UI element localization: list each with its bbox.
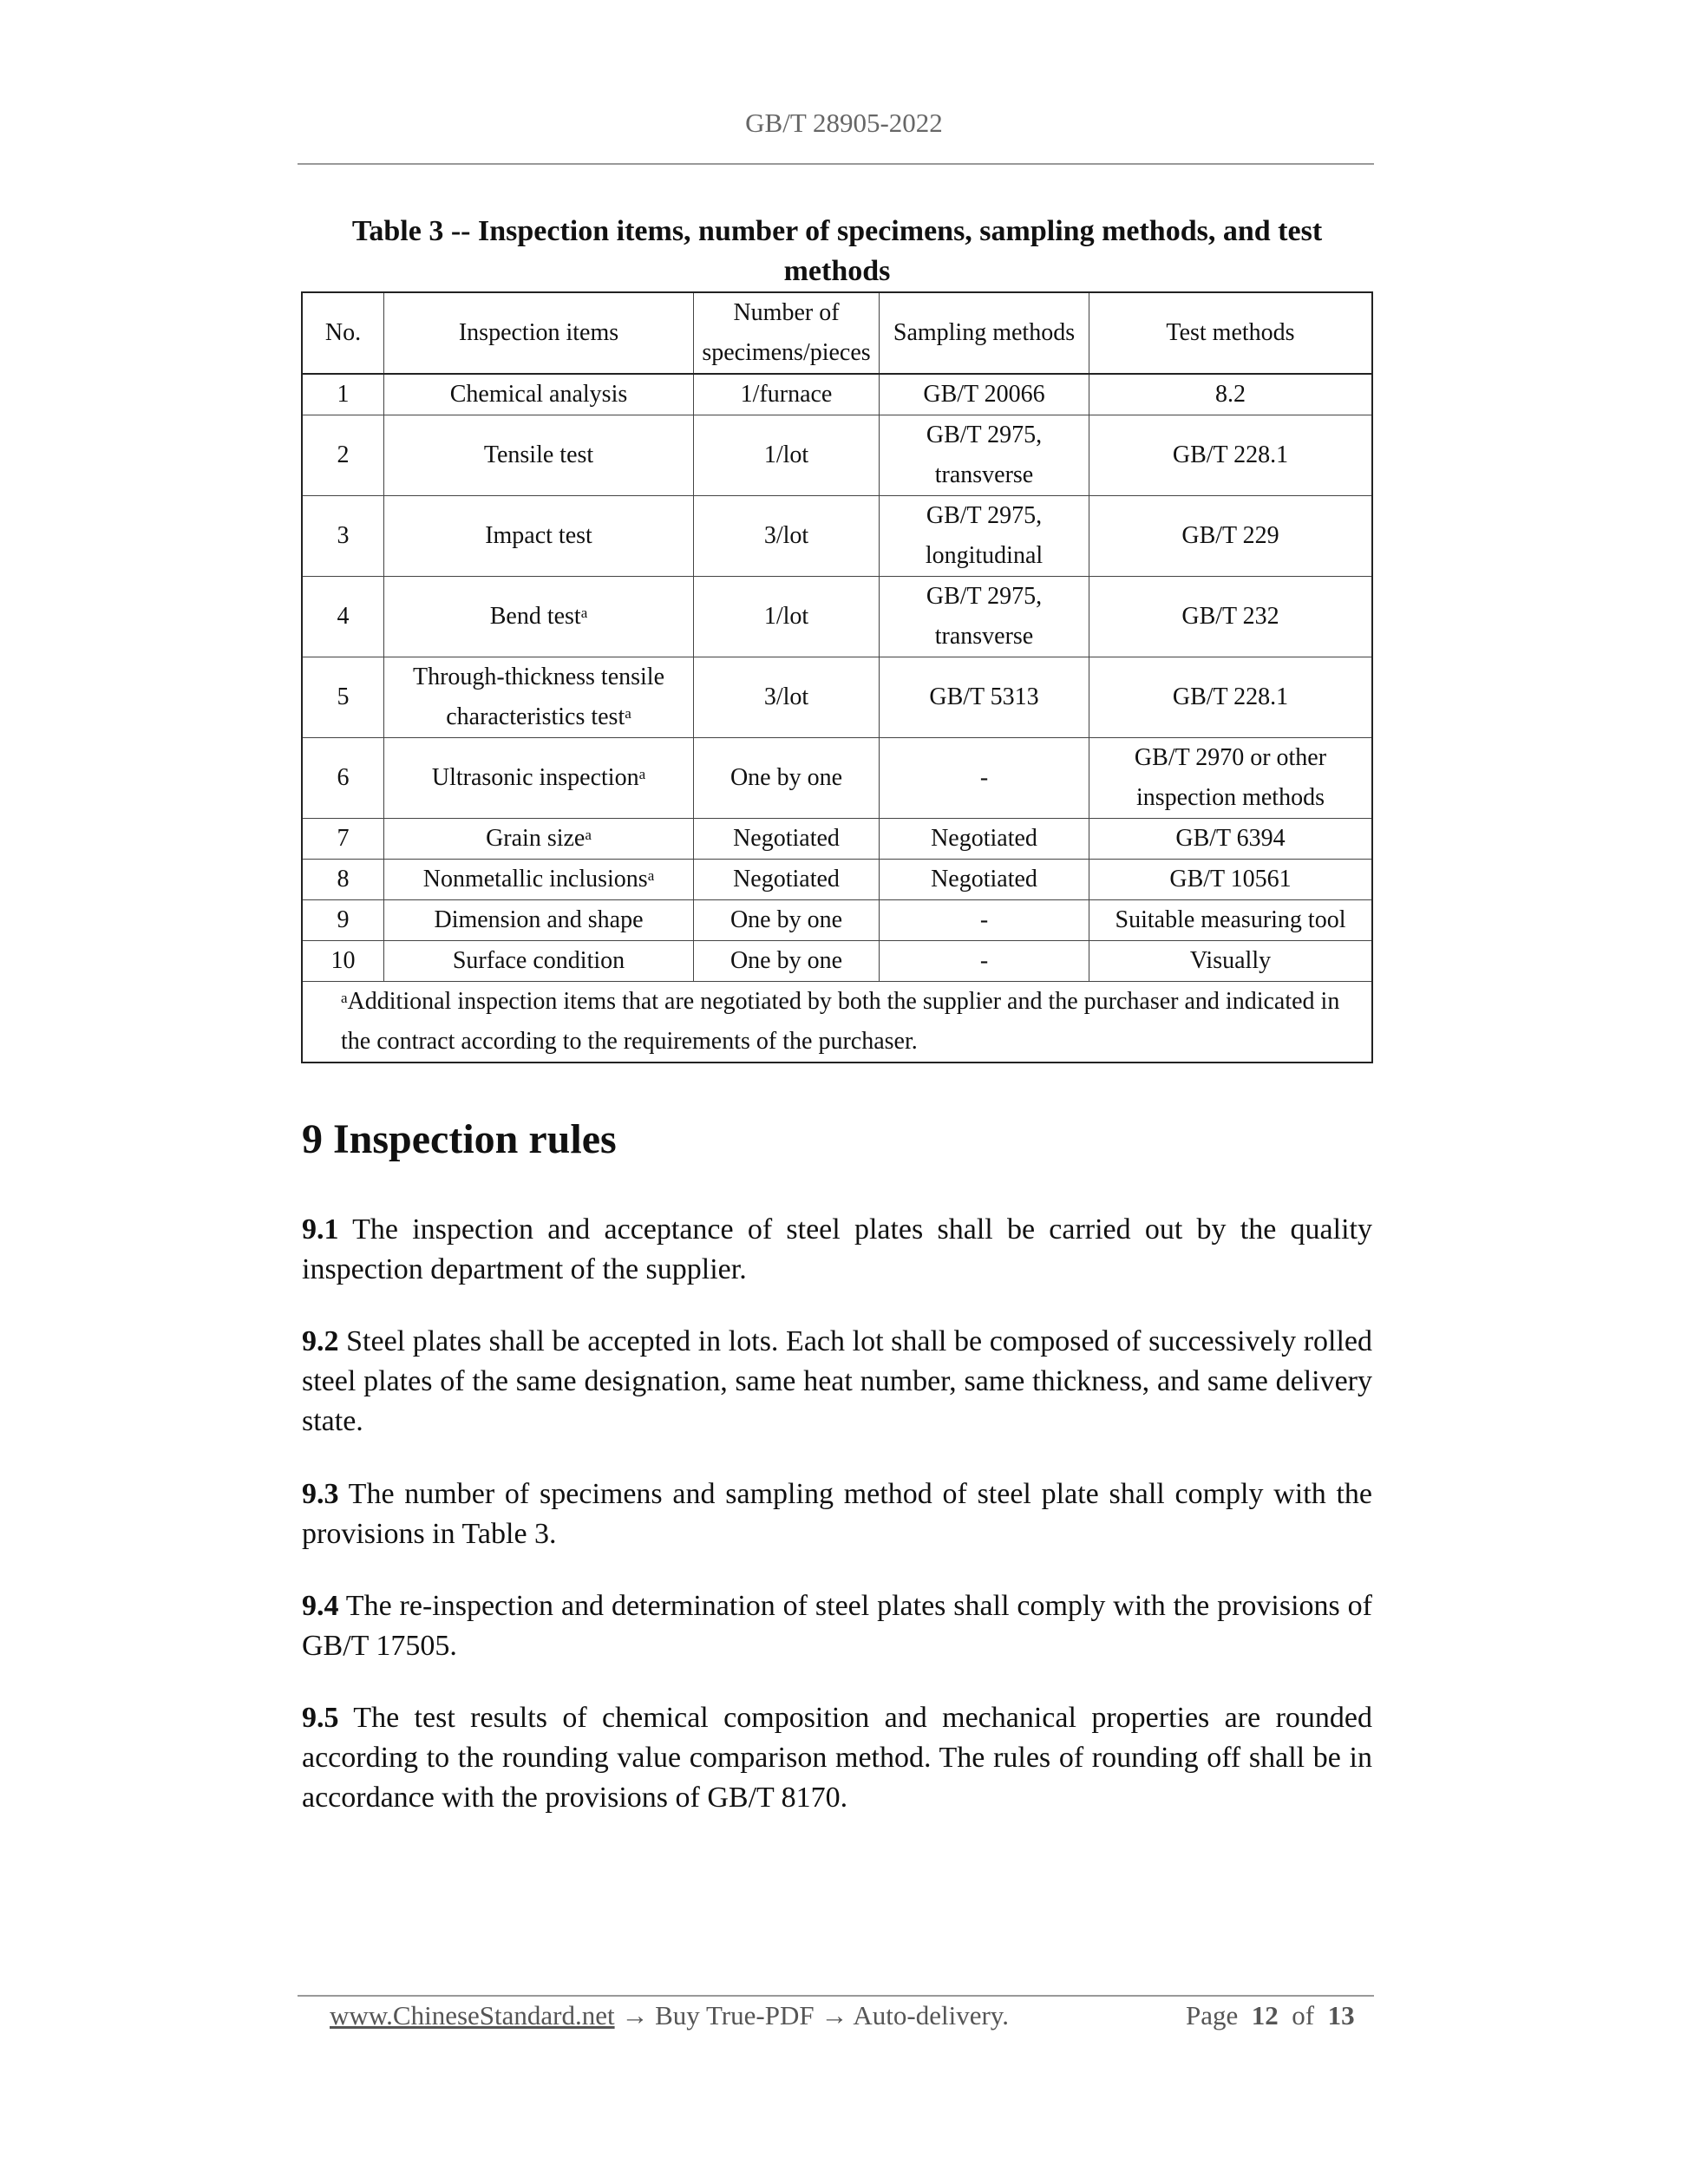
sampling-method: GB/T 2975, transverse: [880, 577, 1089, 657]
sampling-method: GB/T 5313: [880, 657, 1089, 738]
table-row: [302, 577, 1372, 657]
inspection-table: [301, 291, 1373, 1063]
inspection-item: Nonmetallic inclusions$^a$: [384, 860, 694, 900]
clause-paragraph: [302, 1475, 1372, 1554]
test-method: GB/T 10561: [1089, 860, 1373, 900]
test-method: GB/T 232: [1089, 577, 1373, 657]
table-row: [302, 657, 1372, 738]
sampling-method: -: [880, 900, 1089, 941]
clause-text: The re-inspection and determination of steel plates shall comply with the provisions of GB/T 17505.: [302, 1590, 1372, 1662]
buy-text: Buy True-PDF: [655, 2000, 815, 2030]
inspection-item: Bend test$^a$: [384, 577, 694, 657]
specimen-count: 1/furnace: [694, 374, 880, 415]
table-row: [302, 819, 1372, 860]
row-number: 9: [302, 900, 384, 941]
website-link[interactable]: www.ChineseStandard.net: [330, 2000, 615, 2030]
specimen-count: 3/lot: [694, 496, 880, 577]
row-number: 10: [302, 941, 384, 982]
inspection-item: Surface condition: [384, 941, 694, 982]
column-header: Inspection items: [384, 292, 694, 374]
sampling-method: -: [880, 738, 1089, 819]
row-number: 8: [302, 860, 384, 900]
inspection-item: Through-thickness tensile characteristics test$^a$: [384, 657, 694, 738]
table-title: Table 3 -- Inspection items, number of specimens, sampling methods, and test methods: [351, 215, 1323, 287]
table-row: [302, 496, 1372, 577]
row-number: 3: [302, 496, 384, 577]
row-number: 4: [302, 577, 384, 657]
clause-paragraph: [302, 1698, 1372, 1818]
row-number: 1: [302, 374, 384, 415]
test-method: GB/T 228.1: [1089, 657, 1373, 738]
clause-number: 9.3: [302, 1478, 339, 1510]
section-heading: 9 Inspection rules: [302, 1116, 617, 1162]
inspection-item: Impact test: [384, 496, 694, 577]
column-header: Test methods: [1089, 292, 1373, 374]
table-row: [302, 374, 1372, 415]
specimen-count: Negotiated: [694, 819, 880, 860]
column-header: Sampling methods: [880, 292, 1089, 374]
test-method: Suitable measuring tool: [1089, 900, 1373, 941]
clause-paragraph: [302, 1322, 1372, 1442]
specimen-count: 1/lot: [694, 415, 880, 496]
test-method: GB/T 6394: [1089, 819, 1373, 860]
arrow-icon: →: [821, 2000, 848, 2030]
footer-promo: [330, 2000, 1009, 2031]
clause-text: The inspection and acceptance of steel plates shall be carried out by the quality inspection department of the supplier.: [302, 1213, 1372, 1285]
sampling-method: GB/T 20066: [880, 374, 1089, 415]
footnote-marker: a: [585, 827, 592, 843]
clause-text: Steel plates shall be accepted in lots. Each lot shall be composed of successively rolled steel plates of the same designation, same heat number, same thickness, and same delivery state.: [302, 1325, 1372, 1437]
clause-number: 9.2: [302, 1325, 339, 1357]
row-number: 2: [302, 415, 384, 496]
specimen-count: 1/lot: [694, 577, 880, 657]
footnote-marker: a: [638, 766, 646, 782]
header-divider: [298, 163, 1374, 165]
clause-number: 9.5: [302, 1702, 339, 1734]
delivery-text: Auto-delivery.: [853, 2000, 1010, 2030]
table-footnote-row: [302, 982, 1372, 1063]
row-number: 7: [302, 819, 384, 860]
specimen-count: One by one: [694, 900, 880, 941]
column-header: No.: [302, 292, 384, 374]
sampling-method: Negotiated: [880, 860, 1089, 900]
document-id-header: GB/T 28905-2022: [745, 108, 943, 138]
table-row: [302, 860, 1372, 900]
specimen-count: 3/lot: [694, 657, 880, 738]
row-number: 5: [302, 657, 384, 738]
clause-number: 9.1: [302, 1213, 339, 1246]
specimen-count: Negotiated: [694, 860, 880, 900]
arrow-icon: →: [621, 2000, 649, 2030]
clause-text: The number of specimens and sampling method of steel plate shall comply with the provisions in Table 3.: [302, 1478, 1373, 1550]
inspection-item: Grain size$^a$: [384, 819, 694, 860]
sampling-method: GB/T 2975, transverse: [880, 415, 1089, 496]
table-header-row: [302, 292, 1372, 374]
specimen-count: One by one: [694, 941, 880, 982]
footnote-marker: a: [647, 867, 655, 884]
inspection-item: Dimension and shape: [384, 900, 694, 941]
sampling-method: -: [880, 941, 1089, 982]
inspection-item: Chemical analysis: [384, 374, 694, 415]
table-row: [302, 941, 1372, 982]
test-method: GB/T 229: [1089, 496, 1373, 577]
test-method: GB/T 2970 or other inspection methods: [1089, 738, 1373, 819]
table-row: [302, 738, 1372, 819]
specimen-count: One by one: [694, 738, 880, 819]
inspection-item: Tensile test: [384, 415, 694, 496]
test-method: 8.2: [1089, 374, 1373, 415]
page-number: Page 12 of 13: [1186, 2000, 1355, 2030]
sampling-method: Negotiated: [880, 819, 1089, 860]
table-row: [302, 415, 1372, 496]
footer-divider: [298, 1995, 1374, 1997]
clause-paragraph: [302, 1586, 1372, 1666]
test-method: Visually: [1089, 941, 1373, 982]
column-header: Number of specimens/pieces: [694, 292, 880, 374]
clause-number: 9.4: [302, 1590, 339, 1622]
sampling-method: GB/T 2975, longitudinal: [880, 496, 1089, 577]
test-method: GB/T 228.1: [1089, 415, 1373, 496]
table-row: [302, 900, 1372, 941]
clause-paragraph: [302, 1210, 1372, 1290]
footnote-marker: a: [625, 705, 631, 722]
inspection-item: Ultrasonic inspection$^a$: [384, 738, 694, 819]
table-footnote: $^a$Additional inspection items that are negotiated by both the supplier and the purchaser and indicated in the contract according to the requirements of the purchaser.: [302, 982, 1372, 1063]
clause-text: The test results of chemical composition and mechanical properties are rounded according to the rounding value comparison method. The rules of rounding off shall be in accordance with the provisions of GB/T 8170.: [302, 1702, 1372, 1814]
footnote-marker: a: [580, 605, 588, 621]
row-number: 6: [302, 738, 384, 819]
